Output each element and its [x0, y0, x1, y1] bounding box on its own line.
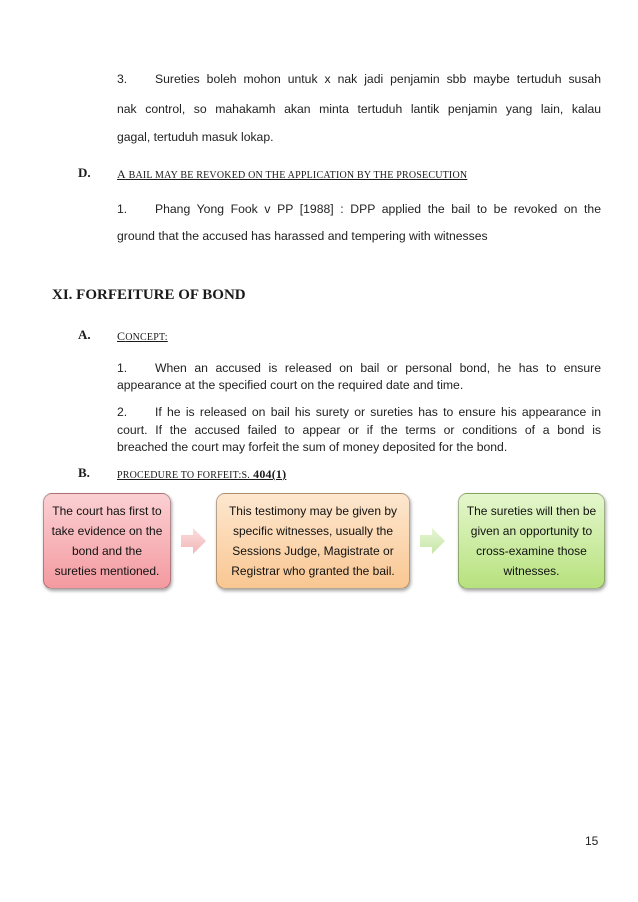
- flow-box-1-line-2: take evidence on the: [51, 524, 163, 538]
- section-a-title-rest: ONCEPT:: [125, 332, 168, 343]
- flow-arrow-1-icon: [181, 527, 207, 555]
- page-number: 15: [585, 834, 599, 848]
- flow-box-1-line-1: The court has first to: [52, 504, 162, 518]
- flow-box-3-line-1: The sureties will then be: [466, 504, 597, 518]
- section-b-title-small: PROCEDURE TO FORFEIT:S.: [117, 470, 250, 481]
- flow-box-3: [458, 493, 605, 589]
- section-a-item-2-line-3: breached the court may forfeit the sum of money deposited for the bond.: [117, 440, 508, 454]
- section-a-item-2-number: 2.: [117, 405, 128, 419]
- section-b-title-section: 404(1): [249, 467, 287, 481]
- section-a-item-2-line-2: court. If the accused failed to appear or if the terms or conditions of a bond is: [117, 423, 601, 437]
- flow-box-2-line-1: This testimony may be given by: [228, 504, 398, 518]
- section-a-letter: A.: [78, 327, 91, 342]
- section-a-item-1-line-2: appearance at the specified court on the required date and time.: [117, 378, 464, 392]
- section-a-title-first: C: [117, 329, 126, 343]
- section-d-item-line-1: [117, 202, 601, 216]
- section-d-item-text: Phang Yong Fook v PP [1988] : DPP applied the bail to be revoked on the: [155, 202, 601, 216]
- flow-box-1-line-3: bond and the: [71, 544, 143, 558]
- flow-box-1-line-4: sureties mentioned.: [54, 564, 160, 578]
- section-a-item-1-text: When an accused is released on bail or personal bond, he has to ensure: [155, 361, 601, 375]
- flow-box-2-line-3: Sessions Judge, Magistrate or: [232, 544, 394, 558]
- section-a-title: [117, 329, 168, 344]
- section-a-item-2-line-1: [117, 405, 601, 419]
- flow-box-2: [216, 493, 410, 589]
- flow-box-3-line-2: given an opportunity to: [470, 524, 593, 538]
- flow-box-2-line-2: specific witnesses, usually the: [232, 524, 394, 538]
- item-3-line-3: gagal, tertuduh masuk lokap.: [117, 130, 274, 144]
- flow-box-1: [43, 493, 171, 589]
- flow-arrow-2-icon: [420, 527, 446, 555]
- flow-box-3-line-3: cross-examine those: [476, 544, 587, 558]
- section-a-item-2-text: If he is released on bail his surety or sureties has to ensure his appearance in: [155, 405, 601, 419]
- section-d-item-number: 1.: [117, 202, 128, 216]
- section-d-item-line-2: ground that the accused has harassed and tempering with witnesses: [117, 229, 488, 243]
- flow-box-2-line-4: Registrar who granted the bail.: [231, 564, 395, 578]
- item-3-line-2: nak control, so mahakamh akan minta tertuduh lantik penjamin yang lain, kalau: [117, 102, 601, 116]
- section-a-item-1-line-1: [117, 361, 601, 375]
- section-d-letter: D.: [78, 165, 91, 180]
- section-d-title-first: A: [117, 167, 126, 181]
- section-b-title: [117, 467, 286, 482]
- flow-box-3-line-4: witnesses.: [503, 564, 560, 578]
- section-heading: XI. FORFEITURE OF BOND: [52, 287, 246, 303]
- section-a-item-1-number: 1.: [117, 361, 128, 375]
- section-d-title: [117, 167, 467, 182]
- item-3-line-1: [117, 72, 601, 86]
- section-b-letter: B.: [78, 465, 90, 480]
- item-3-number: 3.: [117, 72, 128, 86]
- item-3-text: Sureties boleh mohon untuk x nak jadi penjamin sbb maybe tertuduh susah: [155, 72, 601, 86]
- section-d-title-rest: BAIL MAY BE REVOKED ON THE APPLICATION BY THE PROSECUTION: [125, 170, 468, 181]
